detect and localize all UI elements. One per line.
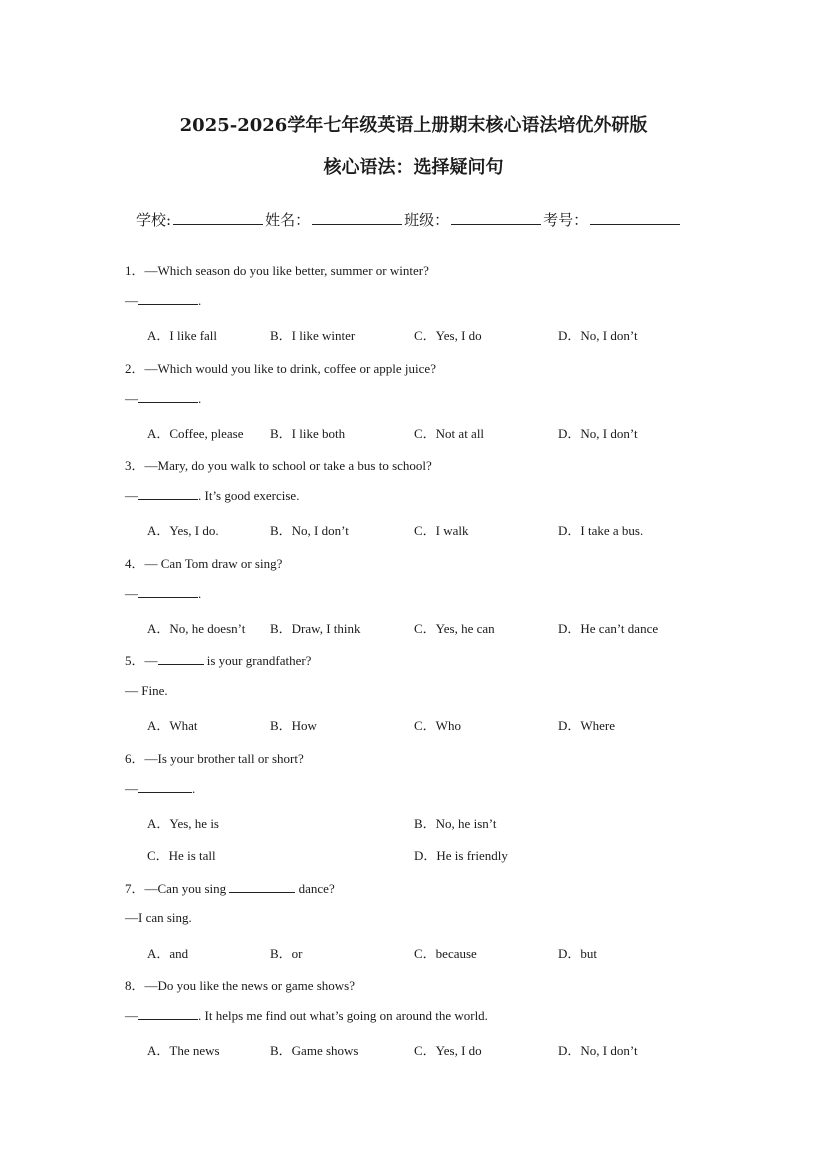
question-text-post: is your grandfather? <box>203 653 312 668</box>
question-text-pre: — <box>144 653 158 668</box>
page-subtitle: 核心语法：选择疑问句 <box>323 157 504 178</box>
answer-blank[interactable] <box>138 586 198 598</box>
school-field[interactable] <box>173 210 263 225</box>
question-4-option-d[interactable]: D．He can’t dance <box>558 621 659 636</box>
question-3-option-d[interactable]: D．I take a bus. <box>558 523 644 538</box>
question-7-option-d[interactable]: D．but <box>558 946 598 961</box>
question-2-option-d[interactable]: D．No, I don’t <box>558 426 638 441</box>
question-1-option-a[interactable]: A．I like fall <box>147 328 218 343</box>
question-4-answer-line <box>125 586 201 602</box>
question-number: 8． <box>125 978 145 993</box>
answer-suffix: . It’s good exercise. <box>198 488 300 503</box>
question-5-stem <box>125 650 311 669</box>
question-blank[interactable] <box>158 653 204 665</box>
answer-dash: — <box>125 391 138 406</box>
question-3-stem <box>125 455 432 474</box>
answer-blank[interactable] <box>138 391 198 403</box>
question-2-option-b[interactable]: B．I like both <box>270 426 346 441</box>
answer-suffix: . <box>198 293 202 308</box>
question-text: —Do you like the news or game shows? <box>144 978 356 993</box>
question-2-option-c[interactable]: C．Not at all <box>414 426 485 441</box>
class-field[interactable] <box>451 210 541 225</box>
answer-suffix: . <box>198 391 202 406</box>
question-text-post: dance? <box>295 881 335 896</box>
question-number: 3． <box>125 458 145 473</box>
exam-number-label: 考号： <box>543 211 589 229</box>
question-5-option-b[interactable]: B．How <box>270 718 317 733</box>
question-7-answer-line: —I can sing. <box>125 910 192 925</box>
answer-suffix: . It helps me find out what’s going on around the world. <box>198 1008 488 1023</box>
student-info-line <box>136 209 682 230</box>
question-5-option-a[interactable]: A．What <box>147 718 198 733</box>
question-3-answer-line <box>125 488 299 504</box>
question-number: 7． <box>125 881 145 896</box>
question-7-option-a[interactable]: A．and <box>147 946 189 961</box>
question-8-option-b[interactable]: B．Game shows <box>270 1043 359 1058</box>
answer-dash: — <box>125 488 138 503</box>
question-blank[interactable] <box>229 881 295 893</box>
question-text: —Which would you like to drink, coffee or apple juice? <box>144 361 436 376</box>
question-1-answer-line <box>125 293 201 309</box>
answer-blank[interactable] <box>138 488 198 500</box>
school-label: 学校: <box>136 211 172 229</box>
question-4-option-a[interactable]: A．No, he doesn’t <box>147 621 246 636</box>
question-2-stem <box>125 358 436 377</box>
answer-blank[interactable] <box>138 293 198 305</box>
question-2-option-a[interactable]: A．Coffee, please <box>147 426 244 441</box>
answer-blank[interactable] <box>138 1008 198 1020</box>
answer-dash: — <box>125 781 138 796</box>
question-text: —Which season do you like better, summer or winter? <box>144 263 429 278</box>
question-8-option-a[interactable]: A．The news <box>147 1043 220 1058</box>
question-5-option-c[interactable]: C．Who <box>414 718 461 733</box>
question-text: —Mary, do you walk to school or take a bus to school? <box>144 458 432 473</box>
answer-suffix: . <box>198 586 202 601</box>
question-6-option-d[interactable]: D．He is friendly <box>414 848 508 863</box>
question-8-answer-line <box>125 1008 488 1024</box>
question-6-option-a[interactable]: A．Yes, he is <box>147 816 219 831</box>
question-number: 1． <box>125 263 145 278</box>
answer-blank[interactable] <box>138 781 192 793</box>
question-6-answer-line <box>125 781 195 797</box>
question-1-option-c[interactable]: C．Yes, I do <box>414 328 482 343</box>
question-6-option-b[interactable]: B．No, he isn’t <box>414 816 497 831</box>
question-7-option-c[interactable]: C．because <box>414 946 477 961</box>
question-1-option-d[interactable]: D．No, I don’t <box>558 328 638 343</box>
question-5-answer-line: — Fine. <box>125 683 168 698</box>
question-3-option-a[interactable]: A．Yes, I do. <box>147 523 219 538</box>
question-7-option-b[interactable]: B．or <box>270 946 303 961</box>
question-3-option-c[interactable]: C．I walk <box>414 523 469 538</box>
question-2-answer-line <box>125 391 201 407</box>
question-8-option-d[interactable]: D．No, I don’t <box>558 1043 638 1058</box>
question-1-stem <box>125 260 429 279</box>
question-4-stem <box>125 553 282 572</box>
answer-dash: — <box>125 586 138 601</box>
page-title: 2025-2026学年七年级英语上册期末核心语法培优外研版 <box>179 115 648 136</box>
answer-suffix: . <box>192 781 196 796</box>
question-4-option-c[interactable]: C．Yes, he can <box>414 621 495 636</box>
question-8-option-c[interactable]: C．Yes, I do <box>414 1043 482 1058</box>
question-7-stem <box>125 878 335 897</box>
question-text-pre: —Can you sing <box>144 881 230 896</box>
question-4-option-b[interactable]: B．Draw, I think <box>270 621 361 636</box>
answer-dash: — <box>125 1008 138 1023</box>
question-6-option-c[interactable]: C．He is tall <box>147 848 216 863</box>
question-3-option-b[interactable]: B．No, I don’t <box>270 523 349 538</box>
question-6-stem <box>125 748 304 767</box>
question-text: — Can Tom draw or sing? <box>144 556 283 571</box>
question-number: 5． <box>125 653 145 668</box>
question-number: 4． <box>125 556 145 571</box>
name-field[interactable] <box>312 210 402 225</box>
answer-dash: — <box>125 293 138 308</box>
question-1-option-b[interactable]: B．I like winter <box>270 328 356 343</box>
exam-number-field[interactable] <box>590 210 680 225</box>
class-label: 班级： <box>404 211 450 229</box>
question-number: 6． <box>125 751 145 766</box>
question-8-stem <box>125 975 355 994</box>
question-text: —Is your brother tall or short? <box>144 751 304 766</box>
question-number: 2． <box>125 361 145 376</box>
question-5-option-d[interactable]: D．Where <box>558 718 616 733</box>
name-label: 姓名： <box>265 211 311 229</box>
